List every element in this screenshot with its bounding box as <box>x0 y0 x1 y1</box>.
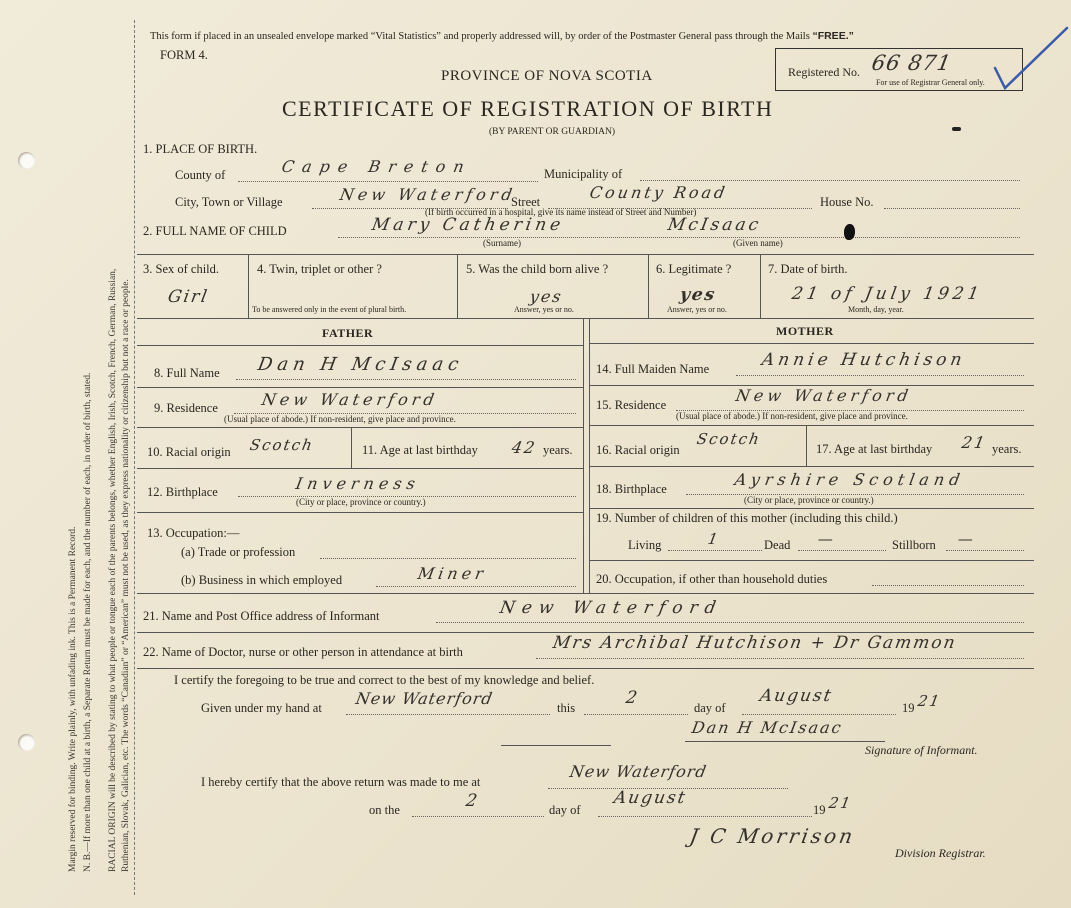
signature-rule-left <box>501 745 611 746</box>
father-heading-rule <box>137 345 583 346</box>
given-under-label: Given under my hand at <box>201 701 322 715</box>
father-age-divider <box>351 427 352 468</box>
father-age-label: 11. Age at last birthday <box>362 443 478 457</box>
municipality-line <box>640 180 1020 181</box>
mother-heading: MOTHER <box>776 324 834 338</box>
father-residence-label: 9. Residence <box>154 401 218 415</box>
registrar-note: For use of Registrar General only. <box>876 78 985 87</box>
mother-name-label: 14. Full Maiden Name <box>596 362 710 376</box>
given-year-prefix: 19 <box>902 701 915 715</box>
city-label: City, Town or Village <box>175 195 283 209</box>
on-the-label: on the <box>369 803 400 817</box>
registration-year-value: 21 <box>827 794 854 812</box>
doctor-rule <box>137 668 1034 669</box>
father-trade-line <box>320 558 576 559</box>
birth-date-value: 21 of July 1921 <box>790 284 985 304</box>
father-row-rule <box>137 387 583 388</box>
alive-note: Answer, yes or no. <box>514 305 574 314</box>
row3-top-rule <box>137 254 1034 255</box>
hereby-certify-text: I hereby certify that the above return was made to me at <box>201 775 481 789</box>
ink-blot <box>844 224 855 240</box>
registrar-caption: Division Registrar. <box>895 846 986 860</box>
given-place-value: New Waterford <box>354 689 495 708</box>
living-value: 1 <box>706 530 722 548</box>
mother-birthplace-label: 18. Birthplace <box>596 482 667 496</box>
check-mark-icon <box>985 24 1070 94</box>
city-value: New Waterford <box>338 185 518 204</box>
this-label: this <box>557 701 576 715</box>
father-name-label: 8. Full Name <box>154 366 220 380</box>
mother-name-line <box>736 375 1024 376</box>
house-label: House No. <box>820 195 874 209</box>
certificate-subtitle: (BY PARENT OR GUARDIAN) <box>489 127 616 137</box>
mother-birthplace-value: Ayrshire Scotland <box>733 470 967 489</box>
side-note-racial-origin: RACIAL ORIGIN will be described by stating to what people or tongue each of the parents belongs, whether English, Irish, Scotch, French, German, Russian, <box>108 268 118 872</box>
mother-age-divider <box>806 425 807 466</box>
row3-divider-3 <box>648 254 649 318</box>
sex-value: Girl <box>166 287 211 307</box>
father-name-value: Dan H McIsaac <box>256 354 466 375</box>
mother-row-rule <box>589 466 1034 467</box>
father-business-line <box>376 586 576 587</box>
dead-value: — <box>816 530 837 548</box>
legitimate-note: Answer, yes or no. <box>667 305 727 314</box>
father-birthplace-value: Inverness <box>294 474 422 493</box>
mother-name-value: Annie Hutchison <box>760 350 968 370</box>
father-row-rule <box>137 512 583 513</box>
binding-hole <box>18 152 35 169</box>
dead-line <box>798 550 886 551</box>
informant-value: New Waterford <box>498 598 725 618</box>
registration-day-line <box>412 816 544 817</box>
doctor-line <box>536 658 1024 659</box>
doctor-value: Mrs Archibal Hutchison + Dr Gammon <box>551 633 959 653</box>
father-name-line <box>236 379 576 380</box>
county-label: County of <box>175 168 226 182</box>
given-day-value: 2 <box>624 688 641 708</box>
living-label: Living <box>628 538 662 552</box>
twin-note: To be answered only in the event of plural birth. <box>252 305 407 314</box>
row3-bottom-rule <box>137 318 1034 319</box>
birth-date-note: Month, day, year. <box>848 305 904 314</box>
father-residence-value: New Waterford <box>260 390 440 409</box>
margin-rule <box>134 20 135 895</box>
mail-note <box>150 30 854 42</box>
legitimate-label: 6. Legitimate ? <box>656 262 732 276</box>
given-day-line <box>584 714 688 715</box>
mother-row-rule <box>589 425 1034 426</box>
mother-residence-note: (Usual place of abode.) If non-resident, give place and province. <box>676 411 908 421</box>
mother-race-value: Scotch <box>695 430 763 448</box>
given-year-value: 21 <box>916 692 943 710</box>
father-birthplace-label: 12. Birthplace <box>147 485 218 499</box>
sex-label: 3. Sex of child. <box>143 262 220 276</box>
father-business-value: Miner <box>416 564 489 583</box>
mother-occupation-label: 20. Occupation, if other than household duties <box>596 572 828 586</box>
day-of-label: day of <box>694 701 726 715</box>
twin-label: 4. Twin, triplet or other ? <box>257 262 382 276</box>
registration-month-value: August <box>612 788 689 808</box>
mother-row-rule <box>589 560 1034 561</box>
father-residence-note: (Usual place of abode.) If non-resident, give place and province. <box>224 414 456 424</box>
mother-residence-value: New Waterford <box>734 386 914 405</box>
hospital-note: (If birth occurred in a hospital, give its name instead of Street and Number) <box>425 207 697 217</box>
registration-year-prefix: 19 <box>813 803 826 817</box>
child-name-line <box>338 237 1020 238</box>
street-label: Street <box>511 195 541 209</box>
columns-bottom-rule <box>137 593 1034 594</box>
child-given-value: Mary Catherine <box>370 215 566 235</box>
birth-date-label: 7. Date of birth. <box>768 262 848 276</box>
father-birthplace-note: (City or place, province or country.) <box>296 497 426 507</box>
certify-text: I certify the foregoing to be true and correct to the best of my knowledge and belief. <box>174 673 595 687</box>
registered-value: 66 871 <box>869 51 954 75</box>
father-trade-label: (a) Trade or profession <box>181 545 296 559</box>
alive-label: 5. Was the child born alive ? <box>466 262 609 276</box>
mother-race-label: 16. Racial origin <box>596 443 680 457</box>
child-surname-value: McIsaac <box>666 215 763 235</box>
mother-occupation-line <box>872 585 1024 586</box>
row3-divider-4 <box>760 254 761 318</box>
father-race-label: 10. Racial origin <box>147 445 231 459</box>
mother-residence-label: 15. Residence <box>596 398 667 412</box>
informant-signature: Dan H McIsaac <box>690 718 845 737</box>
father-occupation-label: 13. Occupation:— <box>147 526 240 540</box>
signature-rule-right <box>685 741 885 742</box>
given-month-line <box>742 714 896 715</box>
house-line <box>884 208 1020 209</box>
alive-value: yes <box>528 287 565 306</box>
county-value: Cape Breton <box>280 157 474 176</box>
binding-hole <box>18 734 35 751</box>
given-place-line <box>346 714 550 715</box>
registrar-signature: J C Morrison <box>687 824 858 848</box>
doctor-label: 22. Name of Doctor, nurse or other person in attendance at birth <box>143 645 463 659</box>
father-age-value: 42 <box>510 438 539 457</box>
street-value: County Road <box>588 183 730 202</box>
province-title: PROVINCE OF NOVA SCOTIA <box>441 68 653 84</box>
registration-day-of: day of <box>549 803 581 817</box>
given-month-value: August <box>758 686 835 706</box>
dead-label: Dead <box>764 538 791 552</box>
legitimate-value: yes <box>678 285 719 305</box>
father-race-value: Scotch <box>248 436 316 454</box>
registration-month-line <box>598 816 812 817</box>
registration-day-value: 2 <box>464 791 481 811</box>
column-divider-inner <box>589 318 590 593</box>
mother-age-years: years. <box>992 442 1022 456</box>
side-note-nationality: Ruthenian, Slovak, Galician, etc. The words “Canadian” or “American” must not be used, as they express nationality or citizenship but not a race or people. <box>121 279 131 872</box>
surname-note: (Surname) <box>483 238 521 248</box>
father-heading: FATHER <box>322 326 374 340</box>
mother-birthplace-note: (City or place, province or country.) <box>744 495 874 505</box>
side-note-binding: Margin reserved for binding. Write plainly, with unfading ink. This is a Permanent Record. <box>68 526 78 872</box>
father-row-rule <box>137 468 583 469</box>
living-line <box>668 550 762 551</box>
mail-note-free: “FREE.” <box>812 30 854 42</box>
mother-row-rule <box>589 508 1034 509</box>
mother-heading-rule <box>589 343 1034 344</box>
stillborn-value: — <box>956 530 977 548</box>
municipality-label: Municipality of <box>544 167 623 181</box>
mail-note-text: This form if placed in an unsealed envelope marked “Vital Statistics” and properly addressed will, by order of the Postmaster General pass through the Mails <box>150 31 810 42</box>
father-business-label: (b) Business in which employed <box>181 573 343 587</box>
registered-label: Registered No. <box>788 65 860 79</box>
mother-children-label: 19. Number of children of this mother (including this child.) <box>596 511 898 525</box>
side-note-multiple-birth: N. B.—If more than one child at a birth, a Separate Return must be made for each, and the number of each, in order of birth, stated. <box>83 372 93 872</box>
place-heading: 1. PLACE OF BIRTH. <box>143 142 258 156</box>
informant-label: 21. Name and Post Office address of Informant <box>143 609 380 623</box>
county-line <box>238 181 538 182</box>
informant-line <box>436 622 1024 623</box>
mother-age-label: 17. Age at last birthday <box>816 442 933 456</box>
form-number: FORM 4. <box>160 48 208 62</box>
father-age-years: years. <box>543 443 573 457</box>
given-note: (Given name) <box>733 238 783 248</box>
registration-place-value: New Waterford <box>568 762 709 781</box>
column-divider <box>583 318 584 593</box>
father-row-rule <box>137 427 583 428</box>
child-name-label: 2. FULL NAME OF CHILD <box>143 224 287 238</box>
mother-age-value: 21 <box>960 433 989 452</box>
signature-caption: Signature of Informant. <box>865 743 978 757</box>
stillborn-label: Stillborn <box>892 538 936 552</box>
stillborn-line <box>946 550 1024 551</box>
certificate-title: CERTIFICATE OF REGISTRATION OF BIRTH <box>282 96 774 121</box>
ink-mark <box>952 127 961 131</box>
row3-divider-2 <box>457 254 458 318</box>
row3-divider-1 <box>248 254 249 318</box>
